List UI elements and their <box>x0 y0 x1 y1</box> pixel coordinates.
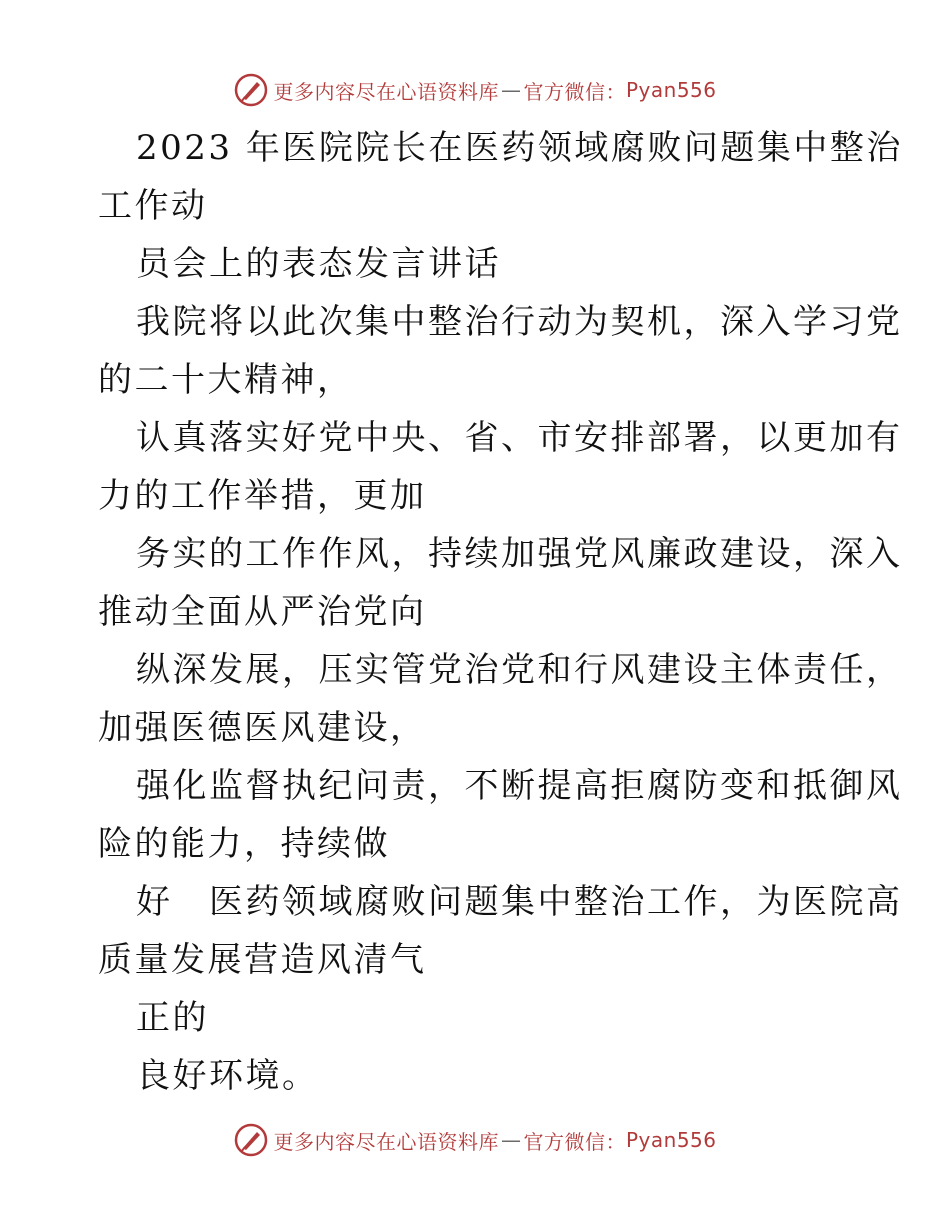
paragraph-line: 险的能力，持续做 <box>98 824 390 864</box>
paragraph-line: 务实的工作作风，持续加强党风廉政建设，深入 <box>136 534 903 574</box>
title-line-2: 工作动 <box>98 186 208 226</box>
paragraph-line: 认真落实好党中央、省、市安排部署，以更加有 <box>136 418 903 458</box>
watermark-contact-id: Pyan556 <box>625 1128 717 1152</box>
quill-logo-icon <box>233 1122 269 1158</box>
paragraph-line: 加强医德医风建设， <box>98 708 427 748</box>
paragraph-line: 良好环境。 <box>136 1056 319 1096</box>
paragraph-line: 我院将以此次集中整治行动为契机，深入学习党 <box>136 302 903 342</box>
title-line-1: 2023 年医院院长在医药领域腐败问题集中整治 <box>136 128 903 168</box>
paragraph-line: 强化监督执纪问责，不断提高拒腐防变和抵御风 <box>136 766 903 806</box>
watermark-brand: 更多内容尽在心语资料库 <box>273 79 499 104</box>
paragraph-line: 的二十大精神， <box>98 360 354 400</box>
watermark-contact-id: Pyan556 <box>625 78 717 102</box>
paragraph-line: 纵深发展，压实管党治党和行风建设主体责任， <box>136 650 903 690</box>
watermark-separator: — <box>500 78 522 102</box>
paragraph-line: 力的工作举措，更加 <box>98 476 427 516</box>
footer-watermark <box>0 1120 950 1160</box>
title-line-3: 员会上的表态发言讲话 <box>136 244 501 284</box>
watermark-separator: — <box>500 1128 522 1152</box>
paragraph-line: 质量发展营造风清气 <box>98 940 427 980</box>
paragraph-line: 推动全面从严治党向 <box>98 592 427 632</box>
paragraph-line: 好 医药领域腐败问题集中整治工作，为医院高 <box>136 882 903 922</box>
watermark-contact-label: 官方微信： <box>523 1129 626 1154</box>
watermark-contact-label: 官方微信： <box>523 79 626 104</box>
paragraph-line: 正的 <box>136 998 209 1038</box>
watermark-brand: 更多内容尽在心语资料库 <box>273 1129 499 1154</box>
